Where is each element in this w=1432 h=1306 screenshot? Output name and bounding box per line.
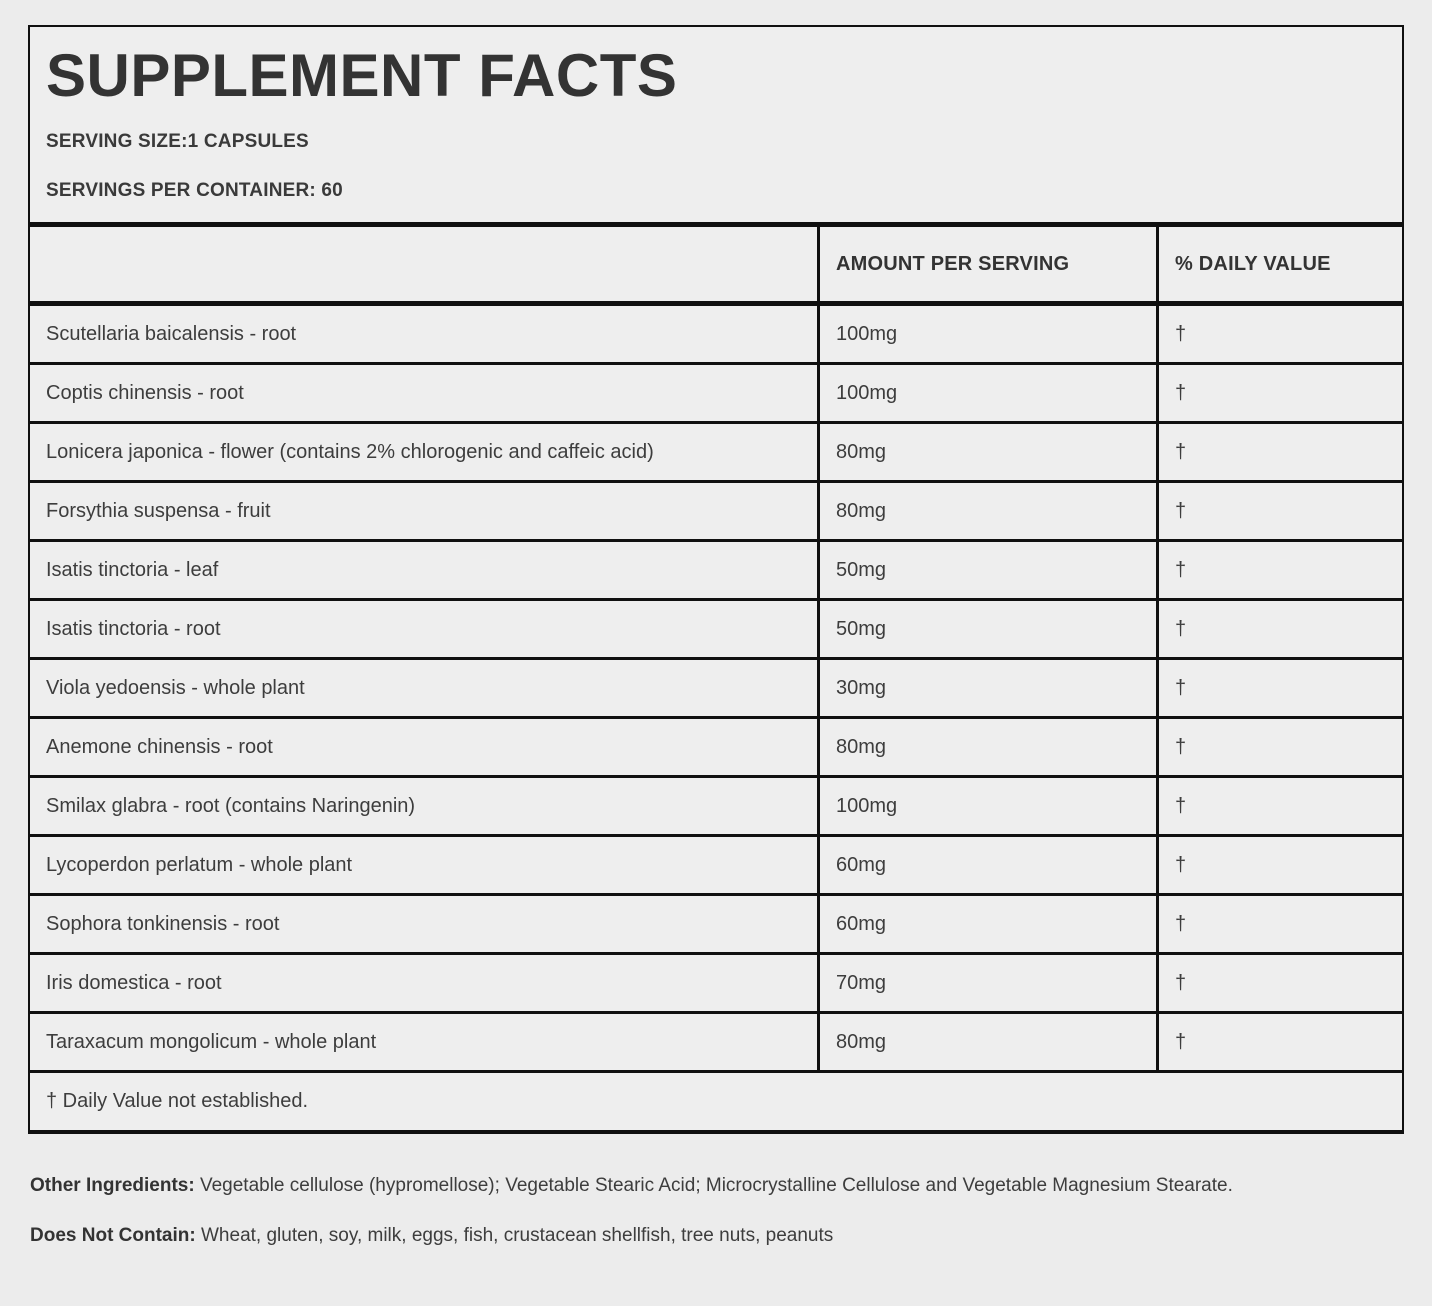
- table-header-row: [30, 227, 1402, 304]
- cell-amount: 30mg: [818, 659, 1157, 718]
- table-row: [30, 423, 1402, 482]
- cell-ingredient: Isatis tinctoria - root: [30, 600, 818, 659]
- cell-amount: 100mg: [818, 364, 1157, 423]
- cell-daily-value: †: [1158, 304, 1402, 364]
- cell-amount: 70mg: [818, 954, 1157, 1013]
- table-row: [30, 954, 1402, 1013]
- cell-ingredient: Viola yedoensis - whole plant: [30, 659, 818, 718]
- cell-amount: 50mg: [818, 541, 1157, 600]
- cell-ingredient: Coptis chinensis - root: [30, 364, 818, 423]
- cell-amount: 80mg: [818, 1013, 1157, 1072]
- label-header: [30, 27, 1402, 227]
- table-row: [30, 836, 1402, 895]
- cell-amount: 60mg: [818, 836, 1157, 895]
- daily-value-footnote: † Daily Value not established.: [30, 1072, 1402, 1131]
- does-not-contain-line: [30, 1224, 1402, 1248]
- does-not-contain-label: Does Not Contain:: [30, 1225, 196, 1246]
- header-amount-per-serving: AMOUNT PER SERVING: [818, 227, 1157, 304]
- cell-ingredient: Taraxacum mongolicum - whole plant: [30, 1013, 818, 1072]
- cell-ingredient: Isatis tinctoria - leaf: [30, 541, 818, 600]
- table-row: [30, 482, 1402, 541]
- cell-ingredient: Forsythia suspensa - fruit: [30, 482, 818, 541]
- cell-ingredient: Lycoperdon perlatum - whole plant: [30, 836, 818, 895]
- cell-daily-value: †: [1158, 600, 1402, 659]
- cell-daily-value: †: [1158, 364, 1402, 423]
- table-row: [30, 895, 1402, 954]
- header-percent-daily-value: % DAILY VALUE: [1158, 227, 1402, 304]
- cell-amount: 60mg: [818, 895, 1157, 954]
- cell-amount: 80mg: [818, 423, 1157, 482]
- other-ingredients-text: Vegetable cellulose (hypromellose); Vegetable Stearic Acid; Microcrystalline Cellulose and Vegetable Magnesium Stearate.: [194, 1175, 1233, 1196]
- cell-daily-value: †: [1158, 541, 1402, 600]
- header-ingredient: [30, 227, 818, 304]
- cell-ingredient: Scutellaria baicalensis - root: [30, 304, 818, 364]
- cell-daily-value: †: [1158, 482, 1402, 541]
- cell-amount: 80mg: [818, 482, 1157, 541]
- table-row: [30, 364, 1402, 423]
- facts-table: [30, 227, 1402, 1130]
- cell-ingredient: Anemone chinensis - root: [30, 718, 818, 777]
- label-title: SUPPLEMENT FACTS: [46, 42, 678, 109]
- servings-per-container: SERVINGS PER CONTAINER: 60: [46, 180, 343, 201]
- does-not-contain-text: Wheat, gluten, soy, milk, eggs, fish, crustacean shellfish, tree nuts, peanuts: [195, 1225, 834, 1246]
- other-ingredients-line: [30, 1174, 1402, 1198]
- cell-amount: 100mg: [818, 304, 1157, 364]
- cell-daily-value: †: [1158, 423, 1402, 482]
- table-row: [30, 541, 1402, 600]
- cell-ingredient: Sophora tonkinensis - root: [30, 895, 818, 954]
- cell-ingredient: Smilax glabra - root (contains Naringenin): [30, 777, 818, 836]
- cell-daily-value: †: [1158, 777, 1402, 836]
- cell-daily-value: †: [1158, 836, 1402, 895]
- table-row: [30, 777, 1402, 836]
- cell-daily-value: †: [1158, 954, 1402, 1013]
- other-ingredients-label: Other Ingredients:: [30, 1175, 195, 1196]
- cell-ingredient: Lonicera japonica - flower (contains 2% chlorogenic and caffeic acid): [30, 423, 818, 482]
- cell-amount: 50mg: [818, 600, 1157, 659]
- cell-amount: 80mg: [818, 718, 1157, 777]
- footnote-row: [30, 1072, 1402, 1131]
- additional-info: [28, 1134, 1404, 1248]
- table-row: [30, 1013, 1402, 1072]
- table-row: [30, 600, 1402, 659]
- label-container: [28, 25, 1404, 1134]
- table-row: [30, 659, 1402, 718]
- cell-daily-value: †: [1158, 895, 1402, 954]
- serving-size: SERVING SIZE:1 CAPSULES: [46, 131, 309, 152]
- cell-daily-value: †: [1158, 659, 1402, 718]
- cell-ingredient: Iris domestica - root: [30, 954, 818, 1013]
- cell-daily-value: †: [1158, 1013, 1402, 1072]
- table-row: [30, 718, 1402, 777]
- cell-amount: 100mg: [818, 777, 1157, 836]
- cell-daily-value: †: [1158, 718, 1402, 777]
- table-row: [30, 304, 1402, 364]
